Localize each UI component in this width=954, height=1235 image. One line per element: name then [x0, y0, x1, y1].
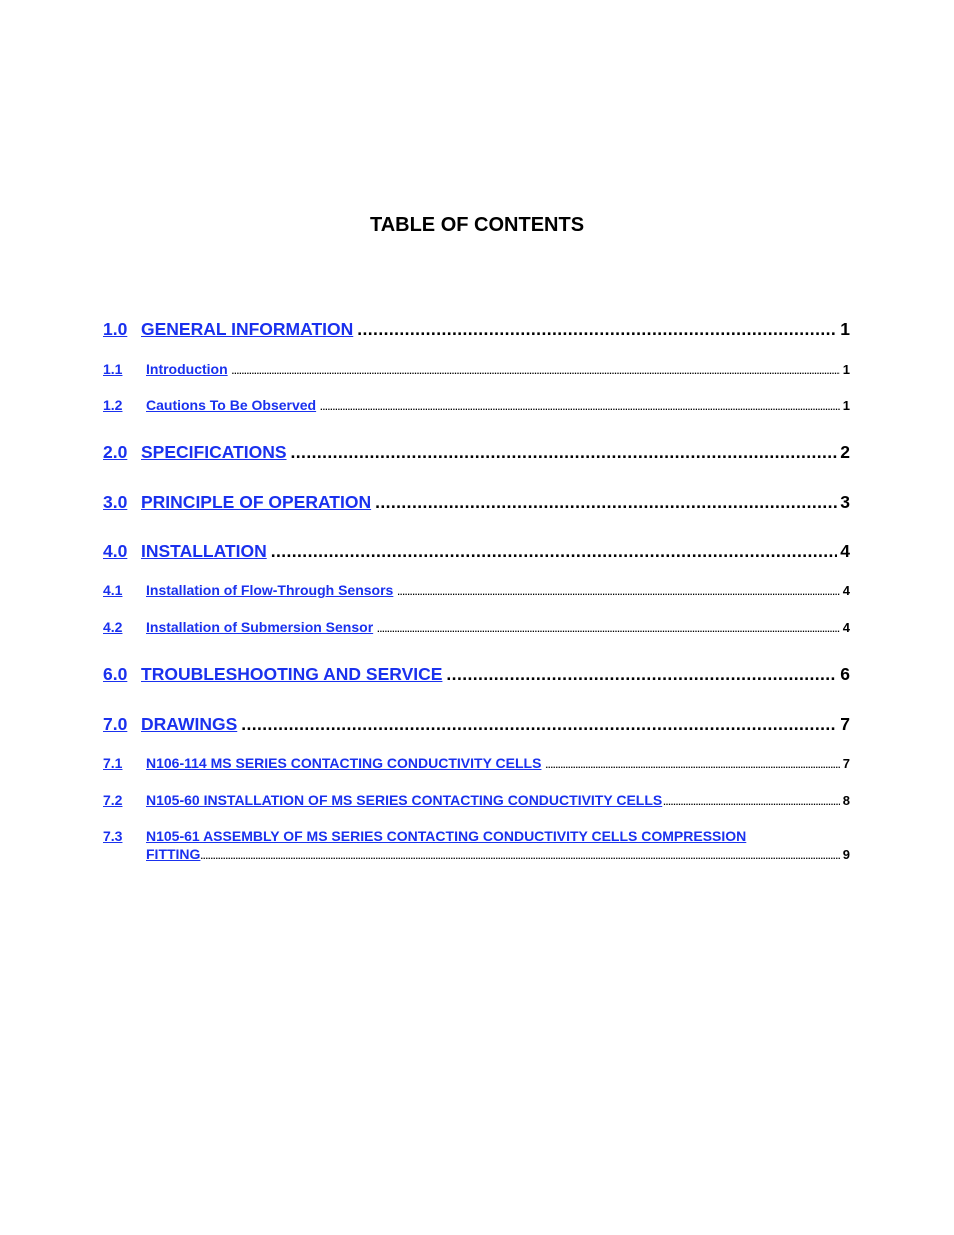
toc-entry-page: 7 [840, 714, 850, 734]
toc-entry-page: 1 [840, 319, 850, 339]
toc-entry-number[interactable]: 4.1 [103, 582, 123, 598]
toc-entry-label[interactable]: N106-114 MS SERIES CONTACTING CONDUCTIVITY CELLS [146, 755, 542, 771]
toc-entry-page: 3 [840, 492, 850, 512]
toc-entry-7-2[interactable] [103, 791, 850, 811]
toc-entry-page: 8 [842, 793, 850, 808]
toc-entry-page: 6 [840, 664, 850, 684]
toc-entry-number[interactable]: 7.3 [103, 828, 123, 844]
toc-entry-page: 7 [842, 756, 850, 771]
toc-entry-number[interactable]: 1.0 [103, 319, 128, 339]
toc-entry-number[interactable]: 4.2 [103, 619, 123, 635]
toc-entry-label[interactable]: TROUBLESHOOTING AND SERVICE [141, 664, 443, 684]
toc-entry-label[interactable]: Installation of Flow-Through Sensors [146, 582, 394, 598]
toc-entry-1-0[interactable] [103, 318, 850, 340]
toc-entry-6-0[interactable] [103, 663, 850, 685]
toc-entry-label[interactable]: Cautions To Be Observed [146, 397, 317, 413]
toc-leader-dots [291, 441, 838, 463]
toc-entry-page: 4 [840, 541, 850, 561]
toc-entry-label[interactable]: Introduction [146, 361, 228, 377]
toc-leader-dots [446, 663, 837, 685]
toc-entry-4-2[interactable] [103, 618, 850, 638]
toc-entry-label[interactable]: N105-60 INSTALLATION OF MS SERIES CONTACTING CONDUCTIVITY CELLS [146, 792, 663, 808]
toc-entry-label[interactable]: INSTALLATION [141, 541, 267, 561]
toc-entry-label-line-1[interactable]: N105-61 ASSEMBLY OF MS SERIES CONTACTING CONDUCTIVITY CELLS COMPRESSION [146, 828, 747, 844]
toc-entry-label-line-2[interactable]: FITTING [146, 846, 201, 862]
toc-entry-label[interactable]: GENERAL INFORMATION [141, 319, 354, 339]
toc-leader-dots [200, 847, 839, 865]
toc-entry-label[interactable]: SPECIFICATIONS [141, 442, 287, 462]
toc-entry-line-1 [103, 827, 850, 845]
toc-entry-number[interactable]: 1.1 [103, 361, 123, 377]
toc-leader-dots [241, 713, 837, 735]
toc-entry-number[interactable]: 3.0 [103, 492, 128, 512]
toc-entry-1-1[interactable] [103, 360, 850, 380]
toc-entry-line-2 [103, 845, 850, 865]
toc-entry-1-2[interactable] [103, 396, 850, 416]
toc-entry-label[interactable]: Installation of Submersion Sensor [146, 619, 374, 635]
toc-leader-dots [232, 362, 840, 380]
toc-entry-7-0[interactable] [103, 713, 850, 735]
toc-leader-dots [357, 318, 837, 340]
toc-entry-page: 4 [842, 583, 850, 598]
toc-entry-label[interactable]: PRINCIPLE OF OPERATION [141, 492, 372, 512]
toc-entry-number[interactable]: 7.1 [103, 755, 123, 771]
toc-entry-page: 4 [842, 620, 850, 635]
toc-entry-4-0[interactable] [103, 540, 850, 562]
toc-leader-dots [377, 620, 840, 638]
toc-entry-page: 1 [842, 398, 850, 413]
toc-leader-dots [397, 583, 839, 601]
toc-entry-2-0[interactable] [103, 441, 850, 463]
toc-entry-number[interactable]: 7.2 [103, 792, 123, 808]
toc-entry-page: 9 [842, 847, 850, 862]
toc-entry-page: 1 [842, 362, 850, 377]
toc-leader-dots [271, 540, 838, 562]
toc-entry-4-1[interactable] [103, 581, 850, 601]
toc-entry-number[interactable]: 1.2 [103, 397, 123, 413]
toc-entry-3-0[interactable] [103, 491, 850, 513]
toc-leader-dots [663, 793, 840, 811]
toc-entry-number[interactable]: 7.0 [103, 714, 128, 734]
toc-entry-label[interactable]: DRAWINGS [141, 714, 238, 734]
toc-leader-dots [545, 756, 839, 774]
toc-entry-7-1[interactable] [103, 754, 850, 774]
toc-entry-number[interactable]: 4.0 [103, 541, 128, 561]
toc-leader-dots [375, 491, 837, 513]
toc-leader-dots [320, 398, 840, 416]
toc-entry-page: 2 [840, 442, 850, 462]
toc-entry-number[interactable]: 2.0 [103, 442, 128, 462]
toc-entry-number[interactable]: 6.0 [103, 664, 128, 684]
page-title: TABLE OF CONTENTS [369, 214, 585, 236]
toc-entry-7-3[interactable] [103, 827, 850, 865]
